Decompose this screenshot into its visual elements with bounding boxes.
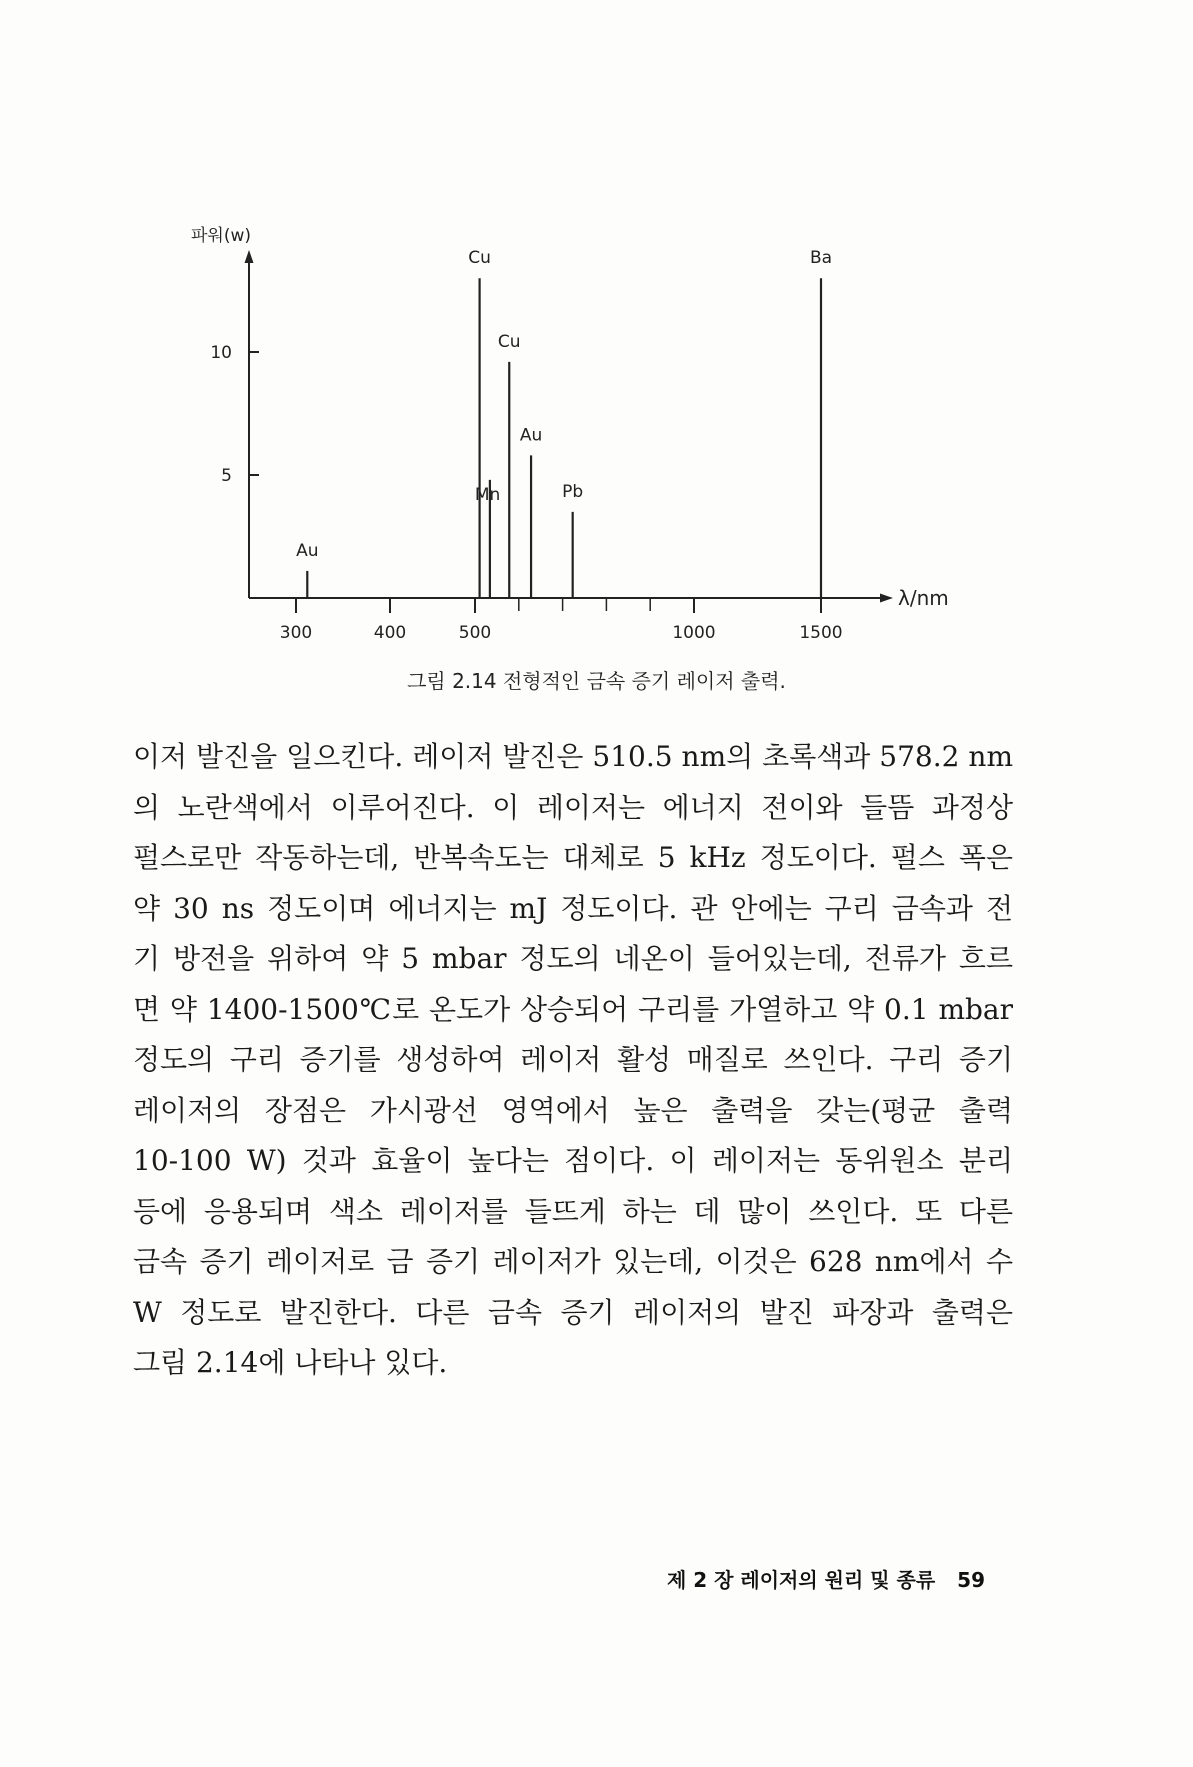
body-line: 그림 2.14에 나타나 있다. [133,1346,448,1379]
spectral-line-label: Au [519,425,543,446]
body-line: 등에 응용되며 색소 레이저를 들뜨게 하는 데 많이 쓰인다. 또 다른 [133,1194,1013,1228]
y-axis-arrow-icon [245,250,254,263]
x-tick-label: 1500 [799,623,843,643]
x-tick-label: 300 [279,623,313,643]
body-paragraph [133,732,1013,1389]
page-footer [0,1564,985,1593]
body-line: 금속 증기 레이저로 금 증기 레이저가 있는데, 이것은 628 nm에서 수 [133,1245,1013,1278]
laser-output-chart [0,0,1193,660]
body-line: 레이저의 장점은 가시광선 영역에서 높은 출력을 갖는(평균 출력 [133,1093,1013,1127]
body-line: 약 30 ns 정도이며 에너지는 mJ 정도이다. 관 안에는 구리 금속과 전 [133,891,1013,925]
body-line: 펄스로만 작동하는데, 반복속도는 대체로 5 kHz 정도이다. 펄스 폭은 [133,841,1013,874]
page-number: 59 [957,1568,985,1592]
figure-caption: 그림 2.14 전형적인 금속 증기 레이저 출력. [407,669,786,693]
body-line: 기 방전을 위하여 약 5 mbar 정도의 네온이 들어있는데, 전류가 흐르 [133,942,1013,975]
spectral-line-label: Pb [562,481,584,502]
body-line: 정도의 구리 증기를 생성하여 레이저 활성 매질로 쓰인다. 구리 증기 [133,1043,1013,1076]
body-line: 10-100 W) 것과 효율이 높다는 점이다. 이 레이저는 동위원소 분리 [133,1144,1013,1177]
x-axis-arrow-icon [880,594,893,603]
y-tick-label: 10 [210,343,232,363]
chapter-title: 제 2 장 레이저의 원리 및 종류 [666,1568,936,1592]
spectral-line-label: Mn [474,484,501,505]
spectral-line-label: Cu [468,248,491,269]
spectral-line-label: Cu [497,331,521,352]
body-line: 이저 발진을 일으킨다. 레이저 발진은 510.5 nm의 초록색과 578.2 nm [133,740,1013,773]
spectral-line-label: Au [296,540,319,561]
body-line: W 정도로 발진한다. 다른 금속 증기 레이저의 발진 파장과 출력은 [133,1295,1013,1329]
y-axis-label: 파워(w) [191,226,252,246]
x-tick-label: 500 [458,623,492,643]
x-tick-label: 400 [373,623,407,643]
body-line: 면 약 1400-1500℃로 온도가 상승되어 구리를 가열하고 약 0.1 mbar [133,992,1013,1026]
spectral-line-label: Ba [809,248,833,269]
body-line: 의 노란색에서 이루어진다. 이 레이저는 에너지 전이와 들뜸 과정상 [133,790,1013,824]
y-tick-label: 5 [221,466,232,486]
x-axis-label: λ/nm [898,586,949,610]
x-tick-label: 1000 [672,623,716,643]
